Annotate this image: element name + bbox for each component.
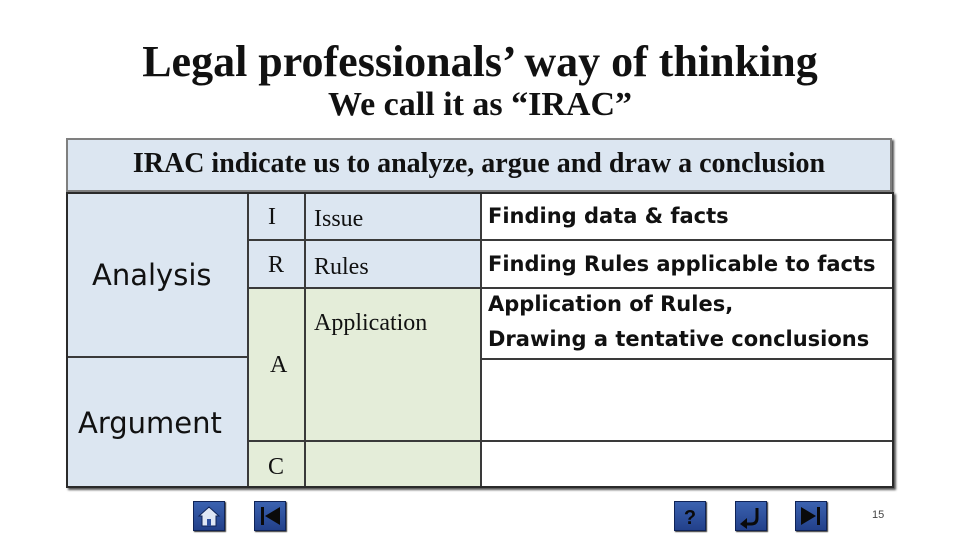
next-slide-icon <box>796 502 826 530</box>
next-slide-button[interactable] <box>795 501 827 531</box>
divider <box>480 194 482 486</box>
divider <box>68 356 248 358</box>
slide-title: Legal professionals’ way of thinking <box>142 37 818 86</box>
home-icon <box>194 502 224 530</box>
term-issue: Issue <box>314 206 364 232</box>
description-application-line2: Drawing a tentative conclusions <box>488 327 870 351</box>
svg-text:?: ? <box>683 507 697 529</box>
letter-i: I <box>268 204 276 230</box>
term-rules: Rules <box>314 254 369 280</box>
description-rules: Finding Rules applicable to facts <box>488 252 876 276</box>
divider <box>248 287 892 289</box>
irac-heading-text: IRAC indicate us to analyze, argue and draw a conclusion <box>132 148 826 179</box>
letter-r: R <box>268 252 285 278</box>
term-conclusion-cell <box>304 440 480 486</box>
return-icon <box>736 502 766 530</box>
help-button[interactable] <box>674 501 706 531</box>
first-slide-icon <box>255 502 285 530</box>
home-button[interactable] <box>193 501 225 531</box>
letter-a: A <box>270 352 288 378</box>
divider <box>480 358 892 360</box>
argument-label: Argument <box>78 406 222 440</box>
letter-c: C <box>268 454 285 480</box>
divider <box>304 194 306 486</box>
divider <box>248 440 892 442</box>
divider <box>247 194 249 486</box>
first-slide-button[interactable] <box>254 501 286 531</box>
analysis-label: Analysis <box>92 258 212 292</box>
letter-i-cell <box>248 194 304 240</box>
help-icon <box>675 502 705 530</box>
description-application-line1: Application of Rules, <box>488 292 734 316</box>
description-issue: Finding data & facts <box>488 204 729 228</box>
divider <box>248 239 892 241</box>
irac-table <box>66 192 894 488</box>
return-button[interactable] <box>735 501 767 531</box>
irac-heading-box <box>66 138 892 192</box>
page-number: 15 <box>872 509 885 521</box>
term-application: Application <box>314 310 428 336</box>
slide-subtitle: We call it as “IRAC” <box>327 86 633 123</box>
